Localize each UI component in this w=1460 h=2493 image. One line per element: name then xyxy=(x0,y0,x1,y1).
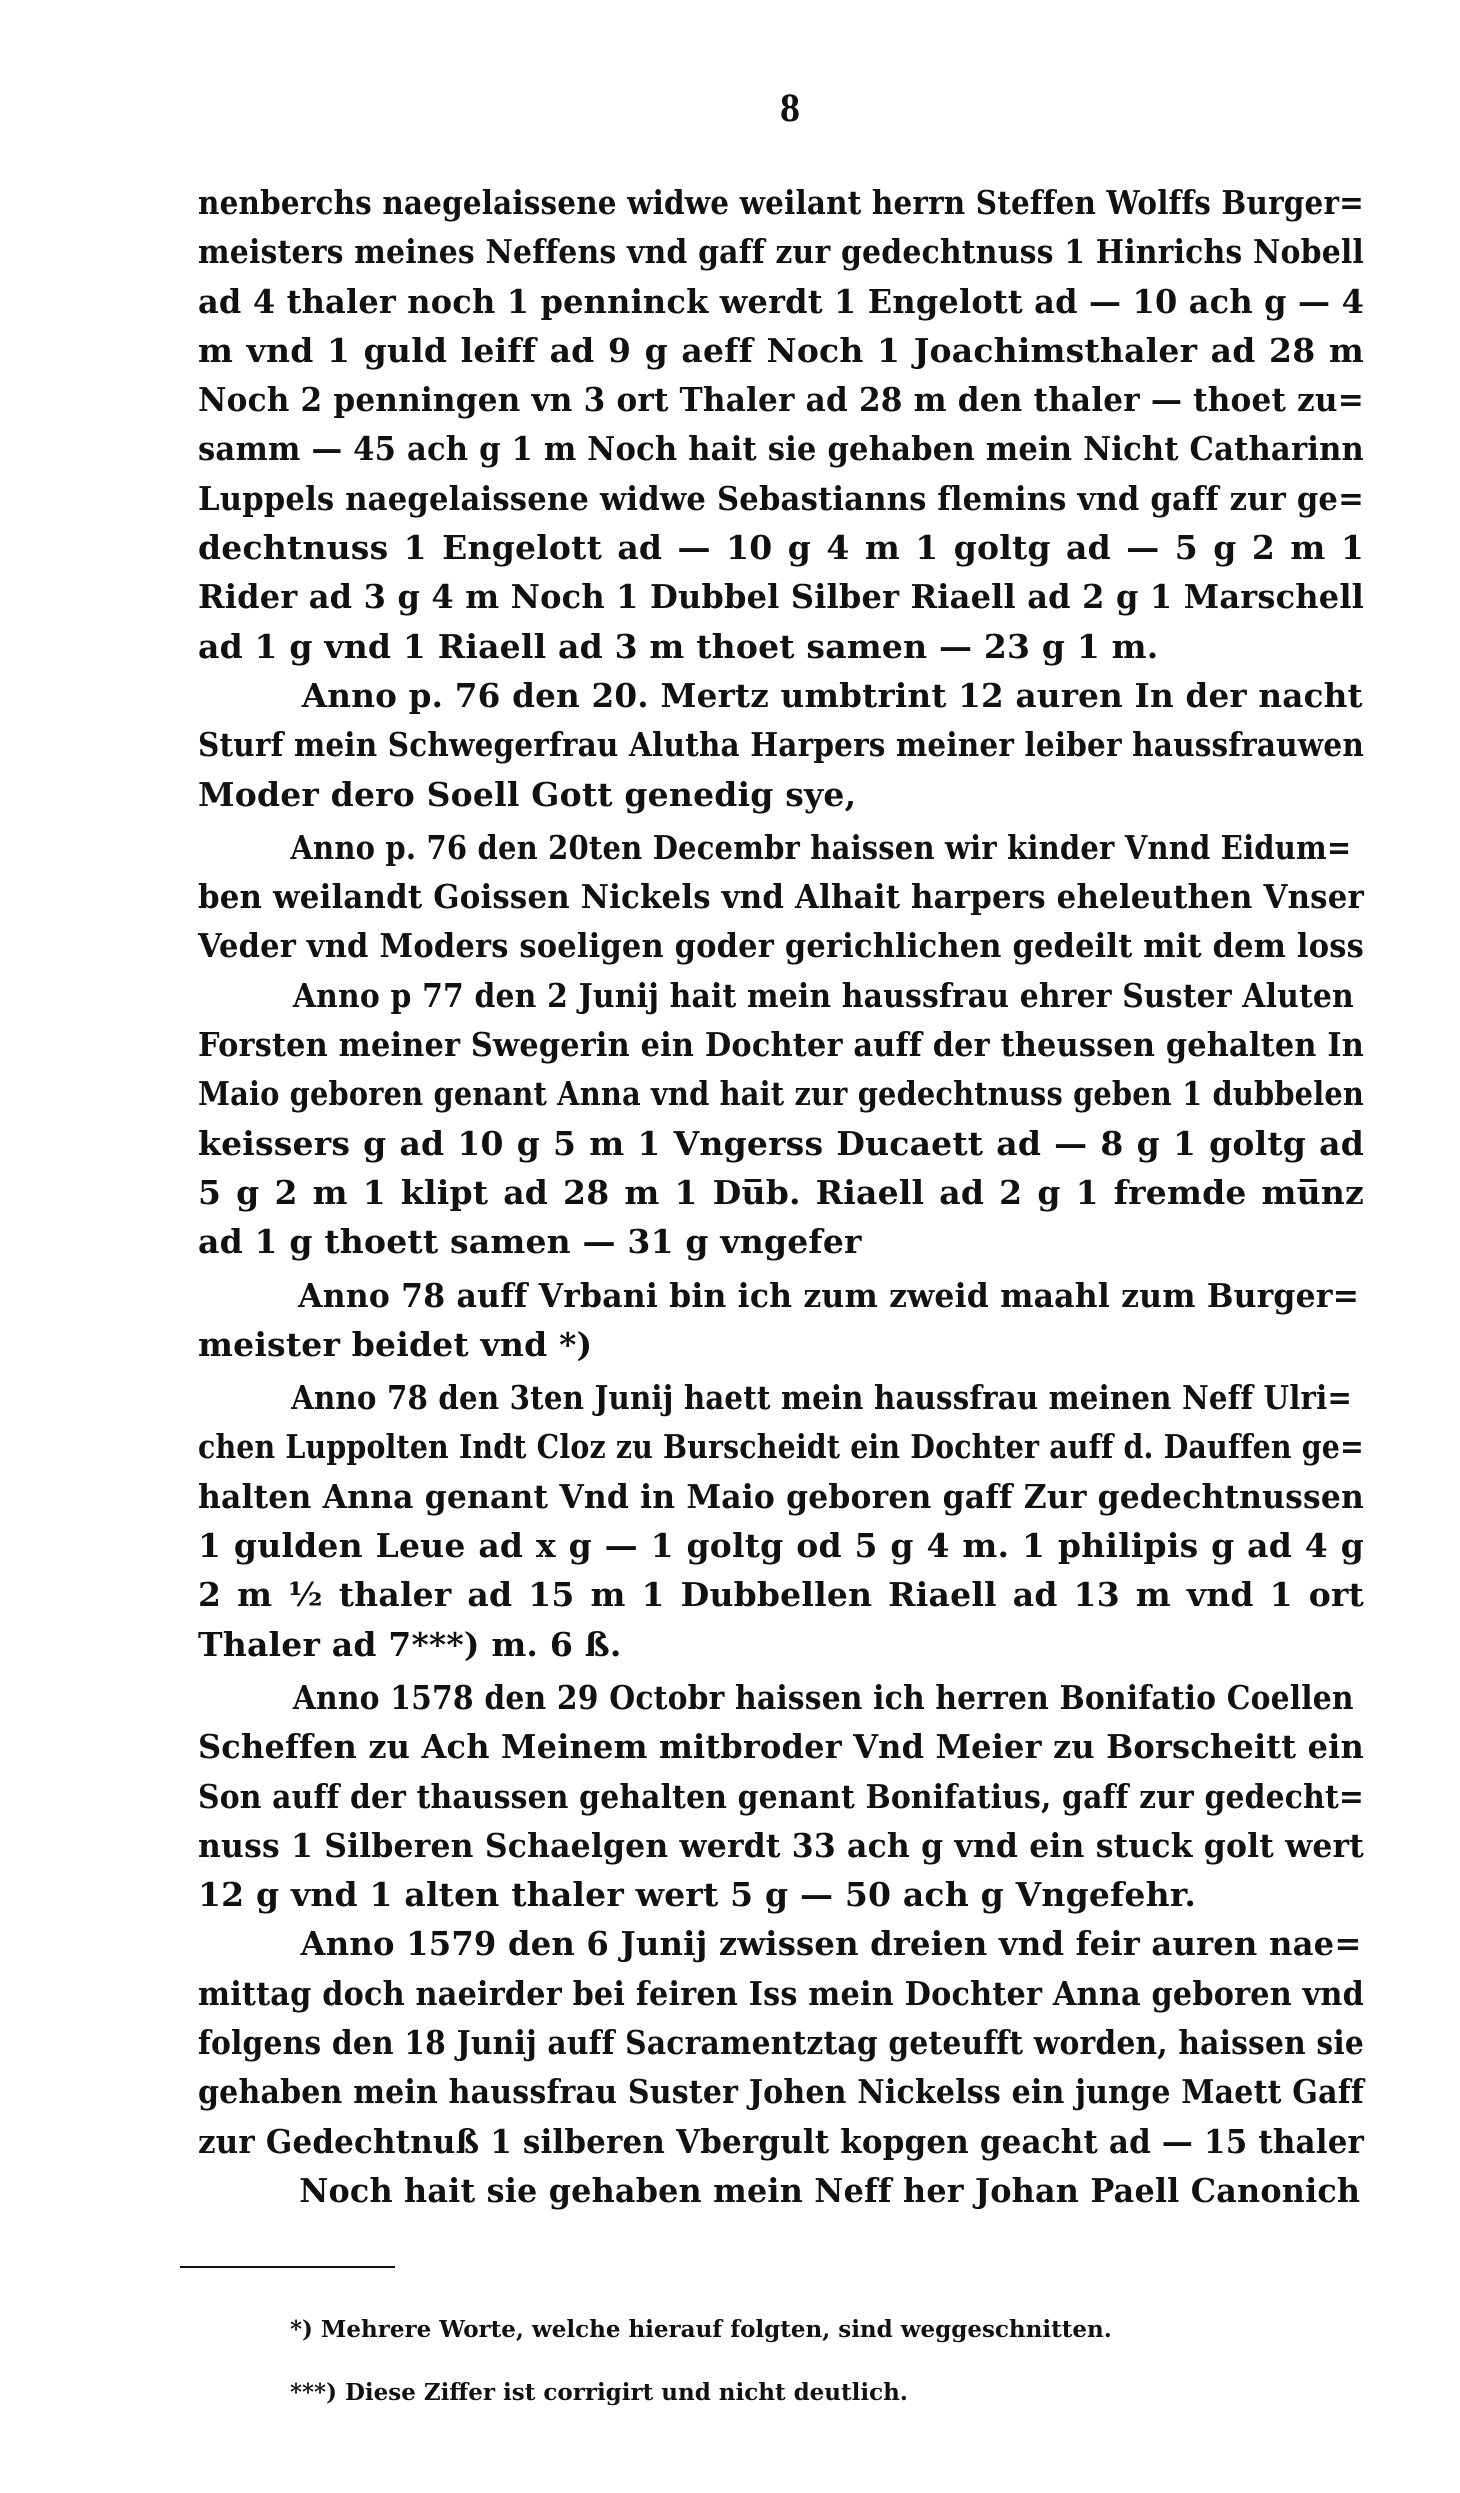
paragraph-start-line: Anno p 77 den 2 Junij hait mein haussfrau ehrer Suster Aluten xyxy=(292,975,1354,1015)
text-line: samm — 45 ach g 1 m Noch hait sie gehaben mein Nicht Catharinn xyxy=(198,429,1364,469)
text-line: zur Gedechtnuß 1 silberen Vbergult kopgen geacht ad — 15 thaler xyxy=(198,2121,1365,2161)
text-line: ben weilandt Goissen Nickels vnd Alhait harpers eheleuthen Vnser xyxy=(198,877,1364,917)
text-line: dechtnuss 1 Engelott ad — 10 g 4 m 1 goltg ad — 5 g 2 m 1 xyxy=(198,528,1364,568)
text-line: keissers g ad 10 g 5 m 1 Vngerss Ducaett ad — 8 g 1 goltg ad xyxy=(198,1123,1364,1163)
text-line: 12 g vnd 1 alten thaler wert 5 g — 50 ach g Vngefehr. xyxy=(198,1875,1197,1915)
text-line: 2 m ½ thaler ad 15 m 1 Dubbellen Riaell ad 13 m vnd 1 ort xyxy=(198,1575,1364,1615)
text-line: meisters meines Neffens vnd gaff zur gedechtnuss 1 Hinrichs Nobell xyxy=(198,232,1364,272)
text-line: ad 4 thaler noch 1 penninck werdt 1 Engelott ad — 10 ach g — 4 xyxy=(198,281,1365,321)
text-line: meister beidet vnd *) xyxy=(198,1324,593,1364)
footnote-1: *) Mehrere Worte, welche hierauf folgten, sind weggeschnitten. xyxy=(290,2316,1112,2343)
text-line: nenberchs naegelaissene widwe weilant herrn Steffen Wolffs Burger= xyxy=(198,183,1365,222)
paragraph-start-line: Anno 1579 den 6 Junij zwissen dreien vnd feir auren nae= xyxy=(300,1924,1362,1964)
footnotes xyxy=(290,2298,1190,2424)
paragraph-start-line: Anno p. 76 den 20. Mertz umbtrint 12 auren In der nacht xyxy=(301,675,1363,715)
paragraph-start-line: Anno p. 76 den 20ten Decembr haissen wir kinder Vnnd Eidum= xyxy=(290,827,1352,867)
text-line: Noch 2 penningen vn 3 ort Thaler ad 28 m den thaler — thoet zu= xyxy=(198,380,1364,420)
text-line: m vnd 1 guld leiff ad 9 g aeff Noch 1 Joachimsthaler ad 28 m xyxy=(198,330,1364,370)
text-line: Rider ad 3 g 4 m Noch 1 Dubbel Silber Riaell ad 2 g 1 Marschell xyxy=(198,577,1365,617)
text-line: Son auff der thaussen gehalten genant Bonifatius, gaff zur gedecht= xyxy=(198,1776,1365,1816)
text-line: ad 1 g thoett samen — 31 g vngefer xyxy=(198,1222,862,1262)
paragraph-start-line: Anno 78 auff Vrbani bin ich zum zweid maahl zum Burger= xyxy=(298,1275,1360,1315)
text-line: Thaler ad 7***) m. 6 ß. xyxy=(198,1624,622,1664)
footnote-2: ***) Diese Ziffer ist corrigirt und nicht deutlich. xyxy=(290,2379,908,2406)
page-number: 8 xyxy=(780,85,800,130)
text-line: 5 g 2 m 1 klipt ad 28 m 1 Du̅b. Riaell ad 2 g 1 fremde mu̅nz xyxy=(198,1172,1364,1212)
text-line: 1 gulden Leue ad x g — 1 goltg od 5 g 4 m. 1 philipis g ad 4 g xyxy=(198,1526,1364,1566)
text-line: nuss 1 Silberen Schaelgen werdt 33 ach g vnd ein stuck golt wert xyxy=(198,1825,1365,1865)
text-line: Sturf mein Schwegerfrau Alutha Harpers meiner leiber haussfrauwen xyxy=(198,725,1364,765)
body-text xyxy=(198,178,1364,2215)
footnote-divider xyxy=(180,2266,395,2268)
text-line: Maio geboren genant Anna vnd hait zur gedechtnuss geben 1 dubbelen xyxy=(198,1074,1364,1114)
text-line: chen Luppolten Indt Cloz zu Burscheidt ein Dochter auff d. Dauffen ge= xyxy=(198,1427,1364,1467)
text-line: mittag doch naeirder bei feiren Iss mein Dochter Anna geboren vnd xyxy=(198,1973,1365,2013)
paragraph-start-line: Noch hait sie gehaben mein Neff her Johan Paell Canonich xyxy=(299,2170,1361,2210)
text-line: Moder dero Soell Gott genedig sye, xyxy=(198,774,857,814)
text-line: Veder vnd Moders soeligen goder gerichlichen gedeilt mit dem loss xyxy=(198,926,1364,966)
text-line: gehaben mein haussfrau Suster Johen Nickelss ein junge Maett Gaff xyxy=(198,2072,1364,2112)
text-line: Scheffen zu Ach Meinem mitbroder Vnd Meier zu Borscheitt ein xyxy=(198,1727,1364,1767)
paragraph-start-line: Anno 78 den 3ten Junij haett mein haussfrau meinen Neff Ulri= xyxy=(291,1378,1353,1418)
text-line: ad 1 g vnd 1 Riaell ad 3 m thoet samen — 23 g 1 m. xyxy=(198,626,1159,666)
text-line: Luppels naegelaissene widwe Sebastianns flemins vnd gaff zur ge= xyxy=(198,478,1364,518)
text-line: halten Anna genant Vnd in Maio geboren gaff Zur gedechtnussen xyxy=(198,1476,1365,1516)
paragraph-start-line: Anno 1578 den 29 Octobr haissen ich herren Bonifatio Coellen xyxy=(292,1677,1354,1717)
text-line: Forsten meiner Swegerin ein Dochter auff der theussen gehalten In xyxy=(198,1025,1364,1065)
text-line: folgens den 18 Junij auff Sacramentztag geteufft worden, haissen sie xyxy=(198,2022,1364,2062)
